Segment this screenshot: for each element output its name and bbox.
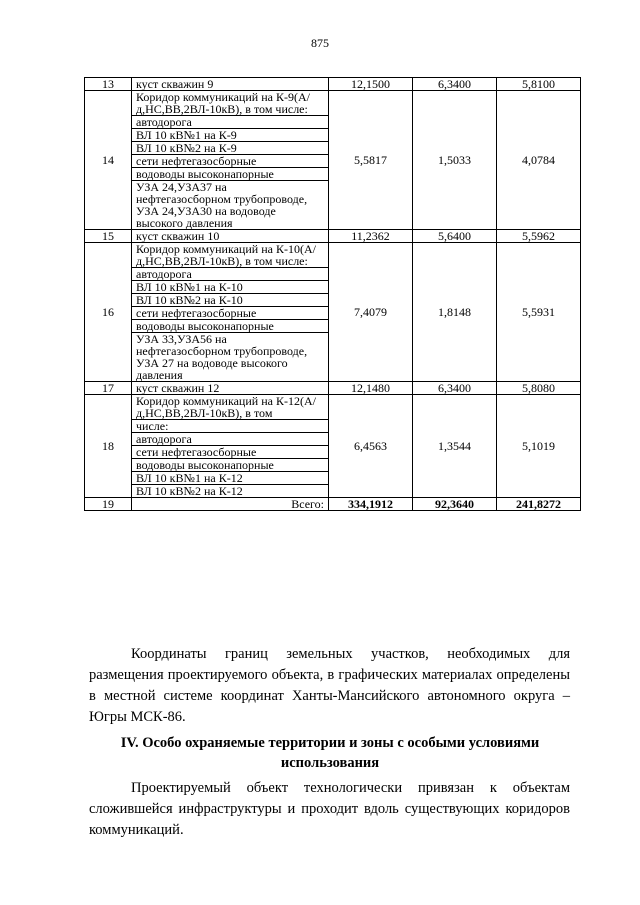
subitem-label: ВЛ 10 кВ№1 на К-12	[132, 472, 329, 485]
total-label: Всего:	[132, 498, 329, 511]
table-row	[85, 91, 581, 116]
cell-value-2: 1,3544	[413, 395, 497, 498]
total-value-2: 92,3640	[413, 498, 497, 511]
cell-value-3: 5,5931	[497, 243, 581, 382]
cell-value-2: 1,5033	[413, 91, 497, 230]
row-title: Коридор коммуникаций на К-10(А/д,НС,ВВ,2ВЛ-10кВ), в том числе:	[132, 243, 329, 268]
cell-value-1: 12,1480	[329, 382, 413, 395]
subitem-label: автодорога	[132, 433, 329, 446]
cell-value-3: 5,8080	[497, 382, 581, 395]
subitem-label: ВЛ 10 кВ№2 на К-10	[132, 294, 329, 307]
table-row	[85, 78, 581, 91]
cell-value-3: 5,1019	[497, 395, 581, 498]
subitem-label: водоводы высоконапорные	[132, 168, 329, 181]
table	[84, 77, 581, 511]
row-number: 14	[85, 91, 132, 230]
cell-value-2: 6,3400	[413, 78, 497, 91]
subitem-label: ВЛ 10 кВ№1 на К-9	[132, 129, 329, 142]
subitem-label: автодорога	[132, 116, 329, 129]
row-name: куст скважин 10	[132, 230, 329, 243]
subitem-label: числе:	[132, 420, 329, 433]
cell-value-1: 11,2362	[329, 230, 413, 243]
row-number: 18	[85, 395, 132, 498]
row-name: куст скважин 9	[132, 78, 329, 91]
table-row	[85, 395, 581, 420]
cell-value-3: 4,0784	[497, 91, 581, 230]
row-number: 17	[85, 382, 132, 395]
subitem-label: УЗА 24,УЗА37 на нефтегазосборном трубопроводе, УЗА 24,УЗА30 на водоводе высокого давления	[132, 181, 329, 230]
subitem-label: автодорога	[132, 268, 329, 281]
table-row	[85, 243, 581, 268]
table-total-row	[85, 498, 581, 511]
cell-value-2: 1,8148	[413, 243, 497, 382]
subitem-label: ВЛ 10 кВ№2 на К-9	[132, 142, 329, 155]
row-number: 16	[85, 243, 132, 382]
cell-value-1: 7,4079	[329, 243, 413, 382]
cell-value-3: 5,5962	[497, 230, 581, 243]
total-value-1: 334,1912	[329, 498, 413, 511]
page-number: 875	[311, 36, 329, 50]
subitem-label: ВЛ 10 кВ№1 на К-10	[132, 281, 329, 294]
row-number: 15	[85, 230, 132, 243]
land-area-table	[84, 77, 580, 511]
table-row	[85, 230, 581, 243]
subitem-label: водоводы высоконапорные	[132, 459, 329, 472]
row-title: Коридор коммуникаций на К-9(А/д,НС,ВВ,2ВЛ-10кВ), в том числе:	[132, 91, 329, 116]
subitem-label: сети нефтегазосборные	[132, 155, 329, 168]
row-number: 13	[85, 78, 132, 91]
paragraph-coordinates: Координаты границ земельных участков, необходимых для размещения проектируемого объекта, в графических материалах определены в местной системе координат Ханты-Мансийского автономного округа – Югры МСК-86.	[89, 646, 570, 725]
section-heading: IV. Особо охраняемые территории и зоны с особыми условиями использования	[120, 735, 540, 771]
table-row	[85, 382, 581, 395]
total-value-3: 241,8272	[497, 498, 581, 511]
subitem-label: сети нефтегазосборные	[132, 307, 329, 320]
subitem-label: сети нефтегазосборные	[132, 446, 329, 459]
cell-value-2: 6,3400	[413, 382, 497, 395]
paragraph-infrastructure: Проектируемый объект технологически привязан к объектам сложившейся инфраструктуры и проходит вдоль существующих коридоров коммуникаций.	[89, 780, 570, 838]
cell-value-3: 5,8100	[497, 78, 581, 91]
cell-value-1: 6,4563	[329, 395, 413, 498]
subitem-label: водоводы высоконапорные	[132, 320, 329, 333]
cell-value-2: 5,6400	[413, 230, 497, 243]
total-row-number: 19	[85, 498, 132, 511]
row-title: Коридор коммуникаций на К-12(А/д,НС,ВВ,2ВЛ-10кВ), в том	[132, 395, 329, 420]
subitem-label: ВЛ 10 кВ№2 на К-12	[132, 485, 329, 498]
subitem-label: УЗА 33,УЗА56 на нефтегазосборном трубопроводе, УЗА 27 на водоводе высокого давления	[132, 333, 329, 382]
cell-value-1: 12,1500	[329, 78, 413, 91]
row-name: куст скважин 12	[132, 382, 329, 395]
cell-value-1: 5,5817	[329, 91, 413, 230]
